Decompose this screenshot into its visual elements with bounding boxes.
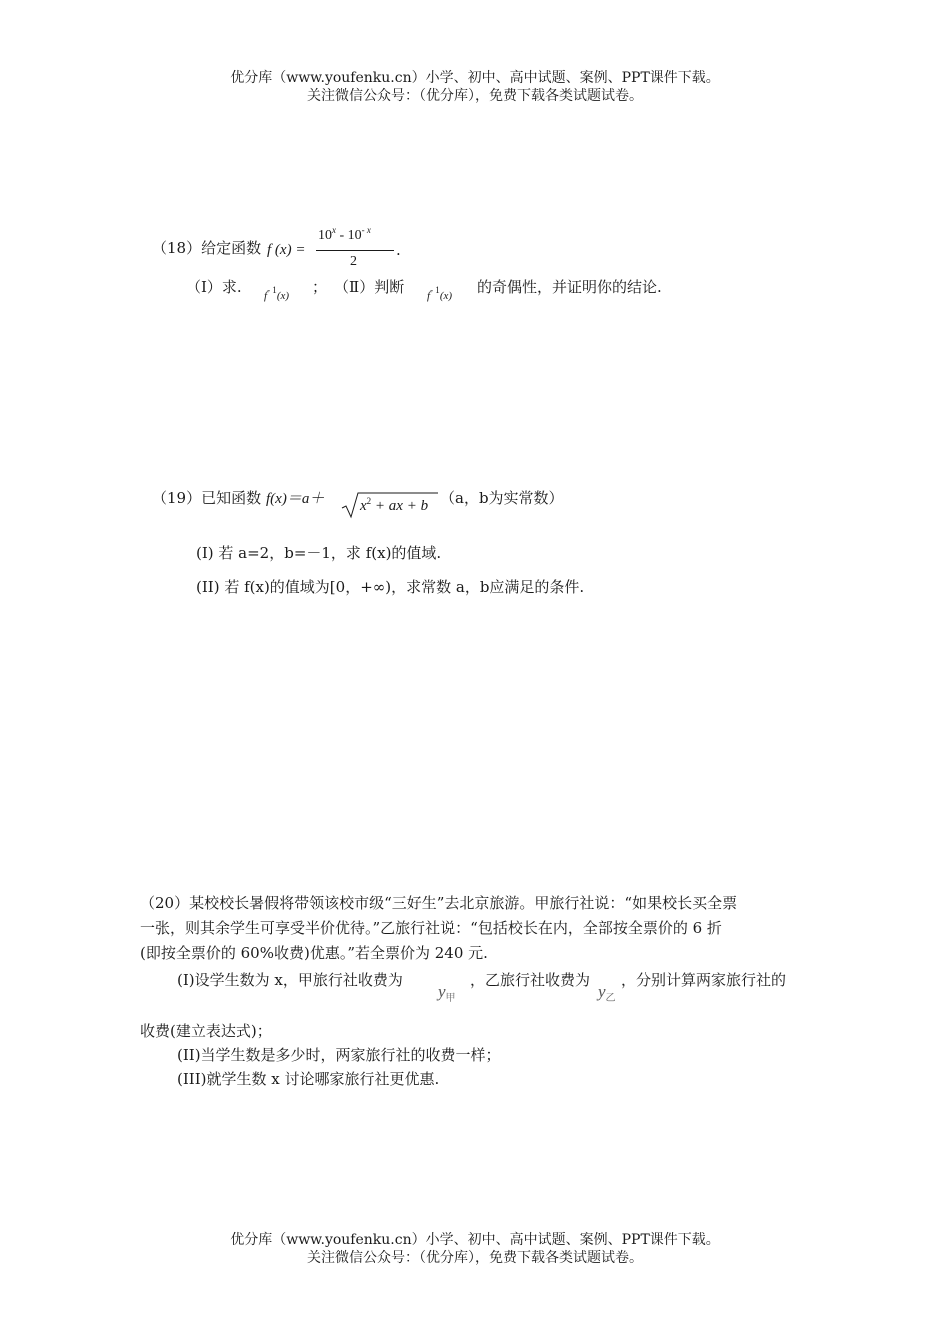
q18-part-1-label: （Ⅰ）求. — [186, 278, 242, 296]
q19-radicand — [360, 498, 428, 515]
q20-y-jia-y: y — [438, 982, 446, 1001]
q20-line-1: （20）某校校长暑假将带领该校市级“三好生”去北京旅游。甲旅行社说：“如果校长买全票 — [140, 894, 738, 912]
q18-label: （18）给定函数 — [152, 239, 262, 257]
q20-part-3: (III)就学生数 x 讨论哪家旅行社更优惠. — [177, 1070, 440, 1088]
q18-finv-2-exp: - 1 — [430, 285, 440, 295]
q20-part-2: (II)当学生数是多少时，两家旅行社的收费一样； — [177, 1046, 501, 1064]
q20-line-2: 一张，则其余学生可享受半价优待。”乙旅行社说：“包括校长在内，全部按全票价的 6 折 — [140, 919, 722, 937]
q18-num-minus: - — [339, 228, 345, 243]
q18-num-b: 10 — [347, 228, 362, 243]
q18-numerator — [318, 225, 371, 244]
q18-finv-1-exp: - 1 — [267, 285, 277, 295]
footer-line-2: 关注微信公众号：（优分库），免费下载各类试题试卷。 — [307, 1250, 643, 1266]
q19-rad-x: x — [360, 498, 367, 514]
header-line-1: 优分库（www.youfenku.cn）小学、初中、高中试题、案例、PPT课件下载。 — [230, 70, 720, 86]
q19-fx: f(x)＝a＋ — [266, 491, 325, 507]
q18-finv-1 — [264, 285, 290, 302]
header-line-2: 关注微信公众号：（优分库），免费下载各类试题试卷。 — [307, 88, 643, 104]
q18-finv-1-arg: (x) — [276, 290, 290, 302]
q18-finv-1-f: f — [264, 290, 268, 302]
q18-fraction-bar — [316, 250, 394, 251]
q20-line-5: 收费(建立表达式)； — [140, 1022, 272, 1040]
q20-part-1-b: ，乙旅行社收费为 — [470, 971, 591, 989]
q18-num-b-exp: - x — [361, 225, 371, 235]
q20-y-yi-y: y — [598, 982, 606, 1001]
q18-part-2-tail: 的奇偶性，并证明你的结论. — [477, 278, 662, 296]
q18-part-2-label: （Ⅱ）判断 — [334, 278, 405, 296]
q18-fx: f (x) = — [267, 242, 306, 258]
q19-rad-tail: + ax + b — [374, 498, 429, 514]
q18-end: . — [396, 241, 401, 259]
footer-line-1: 优分库（www.youfenku.cn）小学、初中、高中试题、案例、PPT课件下载。 — [230, 1232, 720, 1248]
q20-y-yi-sub: 乙 — [605, 993, 616, 1004]
q18-num-a-exp: x — [332, 225, 336, 235]
q18-finv-2 — [427, 285, 453, 302]
q19-label: （19）已知函数 — [152, 489, 262, 507]
q19-part-2: (II) 若 f(x)的值域为[0，+∞)，求常数 a，b应满足的条件. — [196, 578, 585, 596]
q18-finv-2-f: f — [427, 290, 431, 302]
q18-finv-2-arg: (x) — [439, 290, 453, 302]
q20-line-3: (即按全票价的 60%收费)优惠。”若全票价为 240 元. — [140, 944, 488, 962]
q18-denominator: 2 — [350, 254, 357, 269]
q20-y-jia-sub: 甲 — [445, 993, 456, 1004]
q20-y-yi — [598, 982, 616, 1002]
q20-y-jia — [438, 982, 456, 1002]
q19-condition: （a，b为实常数） — [440, 489, 564, 507]
q18-num-a: 10 — [318, 228, 332, 243]
q19-rad-exp: 2 — [366, 496, 372, 506]
q19-part-1: (I) 若 a=2，b=－1，求 f(x)的值域. — [196, 544, 442, 562]
q18-part-sep: ； — [312, 278, 328, 296]
q20-part-1-a: (I)设学生数为 x，甲旅行社收费为 — [177, 971, 403, 989]
q20-part-1-c: ，分别计算两家旅行社的 — [621, 971, 787, 989]
